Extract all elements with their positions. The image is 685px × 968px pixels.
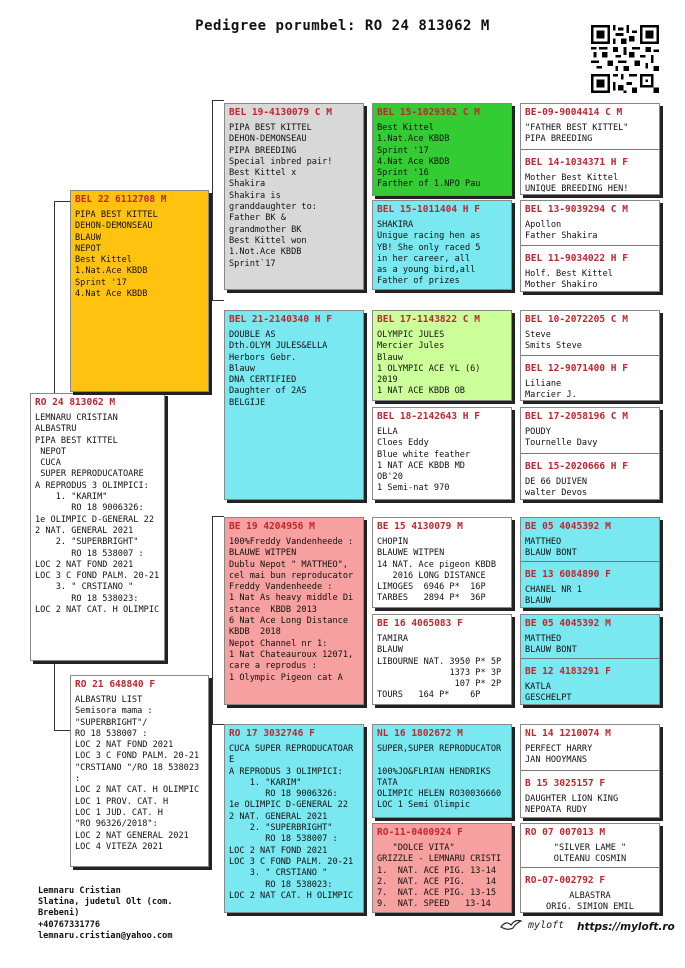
ring-number: BEL 19-4130079 C M [229,107,332,118]
ancestor-card-gen4[interactable] [520,823,660,913]
pigeon-details: LEMNARU CRISTIAN ALBASTRU PIPA BEST KITTEL NEPOT CUCA SUPER REPRODUCATOARE A REPRODUS 3 OLIMPICI: 1. "KARIM" RO 18 9006326: 1e OLIMPIC D-GENERAL 22 2 NAT. GENERAL 2021 2. "SUPERBRIGHT" RO 18 538007 : LOC 2 NAT FOND 2021 LOC 3 C FOND PALM. 20-21 3. " CRSTIANO " RO 18 538023: LOC 2 NAT CAT. H OLIMPIC [35,413,160,616]
pigeon-details: Apollon Father Shakira [525,220,598,242]
ancestor-card-gen4[interactable] [520,310,660,401]
pigeon-details: DOUBLE AS Dth.OLYM JULES&ELLA Herbors Gebr. Blauw DNA CERTIFIED Daughter of 2AS BELGIJE [229,330,328,408]
pigeon-details: Mother Best Kittel UNIQUE BREEDING HEN! [525,172,629,194]
ancestor-card-gen4[interactable] [520,200,660,292]
pigeon-details: POUDY Tournelle Davy [525,427,598,449]
owner-contact [38,886,173,942]
ring-number: BE-09-9004414 C M [525,107,623,118]
pigeon-details: Steve Smits Steve [525,330,582,352]
card-divider [521,867,659,868]
subject-pigeon-card[interactable] [30,393,165,661]
pigeon-details: KATLA GESCHELPT [525,681,572,703]
card-divider [521,245,659,246]
ancestor-card-gen4[interactable] [520,407,660,500]
pigeon-details: "SILVER LAME " OLTEANU COSMIN [553,843,627,865]
pigeon-details: "DOLCE VITA" GRIZZLE - LEMNARU CRISTI 1. NAT. ACE PIG. 13-14 2. NAT. ACE PIG. 14 7. NAT. ACE PIG. 13-15 9. NAT. SPEED 13-14 [377,843,502,910]
card-divider [521,770,659,771]
ancestor-card-gen3[interactable] [372,823,512,913]
ring-number: BEL 12-9071400 H F [525,362,628,374]
ancestor-card-gen3[interactable] [372,103,512,196]
pigeon-details: CHOPIN BLAUWE WITPEN 14 NAT. Ace pigeon KBDB 2016 LONG DISTANCE LIMOGES 6946 P* 16P TARBES 2894 P* 36P [377,537,496,604]
bird-icon [500,918,522,932]
ring-number: NL 14 1210074 M [525,728,611,739]
pigeon-details: TAMIRA BLAUW LIBOURNE NAT. 3950 P* 5P 1373 P* 3P 107 P* 2P TOURS 164 P* 6P [377,634,502,701]
ring-number: BE 05 4045392 M [525,618,611,629]
ring-number: BEL 10-2072205 C M [525,314,628,325]
grandsire-paternal-card[interactable] [224,103,364,290]
ring-number: RO 07 007013 M [525,827,606,838]
website-link[interactable]: https://myloft.ro [577,921,675,933]
ring-number: BEL 13-9039294 C M [525,204,628,215]
connector-line [54,730,70,731]
connector-line [54,201,70,202]
ring-number: RO 21 648840 F [75,679,156,690]
pigeon-details: SHAKIRA Unigue racing hen as YB! She only raced 5 in her career, all as a young bird,all Father of prizes [377,220,481,287]
ring-number: RO 17 3032746 F [229,728,315,739]
connector-line [212,516,213,724]
dam-card[interactable] [70,675,209,867]
ancestor-card-gen3[interactable] [372,614,512,705]
ring-number: BE 05 4045392 M [525,521,611,532]
pigeon-details: PERFECT HARRY JAN HOOYMANS [525,744,593,766]
connector-line [54,660,55,730]
pigeon-details: PIPA BEST KITTEL DEHON-DEMONSEAU BLAUW NEPOT Best Kittel 1.Nat.Ace KBDB Sprint '17 4.Nat Ace KBDB [75,210,158,300]
page-title: Pedigree porumbel: RO 24 813062 M [195,18,490,34]
ring-number: BEL 15-2020666 H F [525,460,628,472]
ring-number: BEL 15-1029362 C M [377,107,480,118]
owner-name: Lemnaru Cristian [38,886,121,896]
pigeon-details: MATTHEO BLAUW BONT [525,634,577,656]
ancestor-card-gen3[interactable] [372,310,512,401]
ring-number: BEL 17-1143822 C M [377,314,480,325]
ancestor-card-gen4[interactable] [520,103,660,195]
sire-card[interactable] [70,190,209,392]
ring-number: BE 16 4065083 F [377,618,463,629]
ancestor-card-gen3[interactable] [372,407,512,500]
pigeon-details: DE 66 DUIVEN walter Devos [525,476,588,498]
card-divider [521,453,659,454]
ring-number: BE 15 4130079 M [377,521,463,532]
pigeon-details: CUCA SUPER REPRODUCATOAR E A REPRODUS 3 OLIMPICI: 1. "KARIM" RO 18 9006326: 1e OLIMPIC D-GENERAL 22 2 NAT. GENERAL 2021 2. "SUPERBRIGHT" RO 18 538007 : LOC 2 NAT FOND 2021 LOC 3 C FOND PALM. 20-21 3. " CRSTIANO " RO 18 538023: LOC 2 NAT CAT. H OLIMPIC [229,744,354,901]
connector-line [212,516,224,517]
connector-line [212,724,224,725]
ring-number: BEL 17-2058196 C M [525,411,628,422]
owner-phone: +40767331776 [38,919,101,930]
ring-number: B 15 3025157 F [525,777,606,789]
card-divider [521,658,659,659]
pigeon-details: DAUGHTER LION KING NEPOATA RUDY [525,793,619,815]
ring-number: BEL 22 6112708 M [75,194,167,205]
pigeon-details: Best Kittel 1.Nat.Ace KBDB Sprint '17 4.Nat Ace KBDB Sprint '16 Farther of 1.NPO Pau [377,123,481,190]
pigeon-details: Liliane Marcier J. [525,378,577,400]
ring-number: BEL 15-1011404 H F [377,204,480,215]
pigeon-details: MATTHEO BLAUW BONT [525,537,577,559]
pigeon-details: Holf. Best Kittel Mother Shakiro [525,268,613,290]
connector-line [212,100,213,300]
pigeon-details: CHANEL NR 1 BLAUW [525,584,582,606]
connector-line [212,100,224,101]
ring-number: RO-11-0400924 F [377,827,463,838]
granddam-maternal-card[interactable] [224,724,364,913]
ancestor-card-gen3[interactable] [372,724,512,818]
granddam-paternal-card[interactable] [224,310,364,500]
pigeon-details: "FATHER BEST KITTEL" PIPA BREEDING [525,123,629,145]
qr-code-icon [591,25,659,93]
pigeon-details: ALBASTRU LIST Semisora mama : "SUPERBRIGHT"/ RO 18 538007 : LOC 2 NAT FOND 2021 LOC 3 C FOND PALM. 20-21 "CRSTIANO "/RO 18 538023 : LOC 2 NAT CAT. H OLIMPIC LOC 1 PROV. CAT. H LOC 1 JUD. CAT. H "RO 96326/2018": LOC 2 NAT GENERAL 2021 LOC 4 VITEZA 2021 [75,695,200,852]
logo-text: myloft [528,920,565,931]
pigeon-details: ALBASTRA ORIG. SIMION EMIL [546,890,634,912]
connector-line [54,201,55,393]
ring-number: BEL 14-1034371 H F [525,156,628,168]
owner-address: Brebeni) [38,908,80,919]
grandsire-maternal-card[interactable] [224,517,364,705]
pigeon-details: SUPER,SUPER REPRODUCATOR 100%JO&FLRIAN HENDRIKS TATA OLIMPIC HELEN RO30036660 LOC 1 Semi Olimpic [377,744,502,811]
ring-number: BE 19 4204956 M [229,521,315,532]
card-divider [521,149,659,150]
card-divider [521,561,659,562]
pigeon-details: 100%Freddy Vandenheede : BLAUWE WITPEN Dublu Nepot " MATTHEO", cel mai bun reproducator Freddy Vandenheede : 1 Nat As heavy middle Di stance KBDB 2013 6 Nat Ace Long Distance KBDB 2018 Nepot Channel nr 1: 1 Nat Chateauroux 12071, care a reprodus : 1 Olympic Pigeon cat A [229,537,354,683]
pigeon-details: OLYMPIC JULES Mercier Jules Blauw 1 OLYMPIC ACE YL (6) 2019 1 NAT ACE KBDB OB [377,330,481,397]
ring-number: BE 13 6084890 F [525,568,611,580]
ring-number: BEL 11-9034022 H F [525,252,628,264]
pigeon-details: ELLA Cloes Eddy Blue white feather 1 NAT ACE KBDB MD OB'20 1 Semi-nat 970 [377,427,471,494]
ring-number: BE 12 4183291 F [525,665,611,677]
owner-address: Slatina, judetul Olt (com. [38,897,173,908]
ring-number: RO 24 813062 M [35,397,116,408]
pigeon-details: PIPA BEST KITTEL DEHON-DEMONSEAU PIPA BREEDING Special inbred pair! Best Kittel x Shakira Shakira is granddaughter to: Father BK & grandmother BK Best Kittel won 1.Not.Ace KBDB Sprint`17 [229,123,333,269]
ring-number: RO-07-002792 F [525,874,606,886]
ancestor-card-gen3[interactable] [372,517,512,608]
ancestor-card-gen4[interactable] [520,517,660,608]
connector-line [212,300,224,301]
card-divider [521,355,659,356]
ancestor-card-gen4[interactable] [520,614,660,705]
owner-email: lemnaru.cristian@yahoo.com [38,930,173,941]
ancestor-card-gen3[interactable] [372,200,512,290]
myloft-logo [500,918,564,932]
ring-number: NL 16 1802672 M [377,728,463,739]
ring-number: BEL 21-2140340 H F [229,314,332,325]
ancestor-card-gen4[interactable] [520,724,660,818]
ring-number: BEL 18-2142643 H F [377,411,480,422]
